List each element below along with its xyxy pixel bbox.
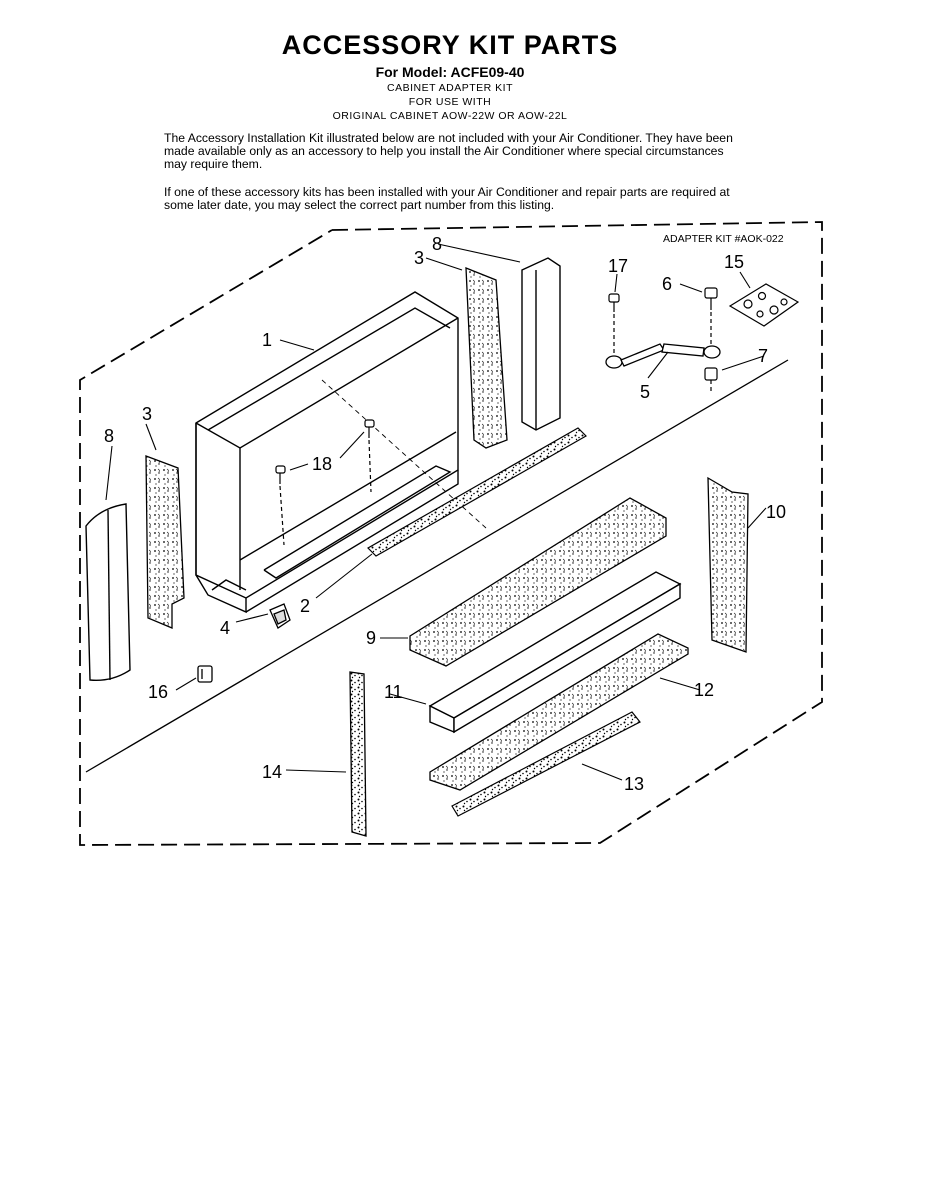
gasket-part-3-left: [146, 456, 184, 628]
original-cabinet: ORIGINAL CABINET AOW-22W OR AOW-22L: [332, 110, 568, 122]
for-use-with: FOR USE WITH: [408, 96, 492, 108]
callout-10: 10: [766, 502, 787, 522]
clip-part-4: [270, 604, 290, 628]
gasket-part-9: [410, 498, 666, 666]
screw-part-6: [705, 288, 717, 346]
callout-15: 15: [724, 252, 745, 272]
callout-7: 7: [758, 346, 769, 366]
callout-16: 16: [148, 682, 169, 702]
callout-8-upper: 8: [432, 234, 443, 254]
callout-3-left: 3: [142, 404, 153, 424]
intro-paragraph-1: The Accessory Installation Kit illustrated below are not included with your Air Conditioner. They have been made available only as an accessory to help you install the Air Conditioner where special circumstances may require them.: [164, 131, 733, 171]
cabinet-frame: [196, 292, 486, 612]
screw-part-17: [609, 294, 619, 362]
nut-part-7: [705, 368, 717, 392]
callout-14: 14: [262, 762, 283, 782]
kit-name: CABINET ADAPTER KIT: [387, 82, 513, 94]
panel-part-8-left: [86, 504, 130, 680]
intro-paragraph-2: If one of these accessory kits has been installed with your Air Conditioner and repair parts are required at some later date, you may select the correct part number from this listing.: [164, 185, 730, 212]
callout-2: 2: [300, 596, 311, 616]
callout-13: 13: [624, 774, 645, 794]
panel-part-8-upper: [522, 258, 560, 430]
gasket-part-3-upper: [466, 268, 507, 448]
strip-part-14: [350, 672, 366, 836]
hardware-part-15: [730, 284, 798, 326]
gasket-part-10: [708, 478, 748, 652]
callout-11: 11: [384, 682, 403, 702]
model-number: For Model: ACFE09-40: [375, 64, 525, 80]
callout-17: 17: [608, 256, 629, 276]
kit-label: ADAPTER KIT #AOK-022: [663, 233, 784, 245]
callout-3-upper: 3: [414, 248, 425, 268]
callout-6: 6: [662, 274, 673, 294]
callout-8-left: 8: [104, 426, 115, 446]
page-title: ACCESSORY KIT PARTS: [281, 30, 619, 60]
ground-strap-part-5: [606, 344, 720, 368]
callout-1: 1: [262, 330, 273, 350]
callout-5: 5: [640, 382, 651, 402]
clip-part-16: [198, 666, 212, 682]
callout-4: 4: [220, 618, 231, 638]
callout-18: 18: [312, 454, 333, 474]
callout-12: 12: [694, 680, 715, 700]
callout-9: 9: [366, 628, 377, 648]
